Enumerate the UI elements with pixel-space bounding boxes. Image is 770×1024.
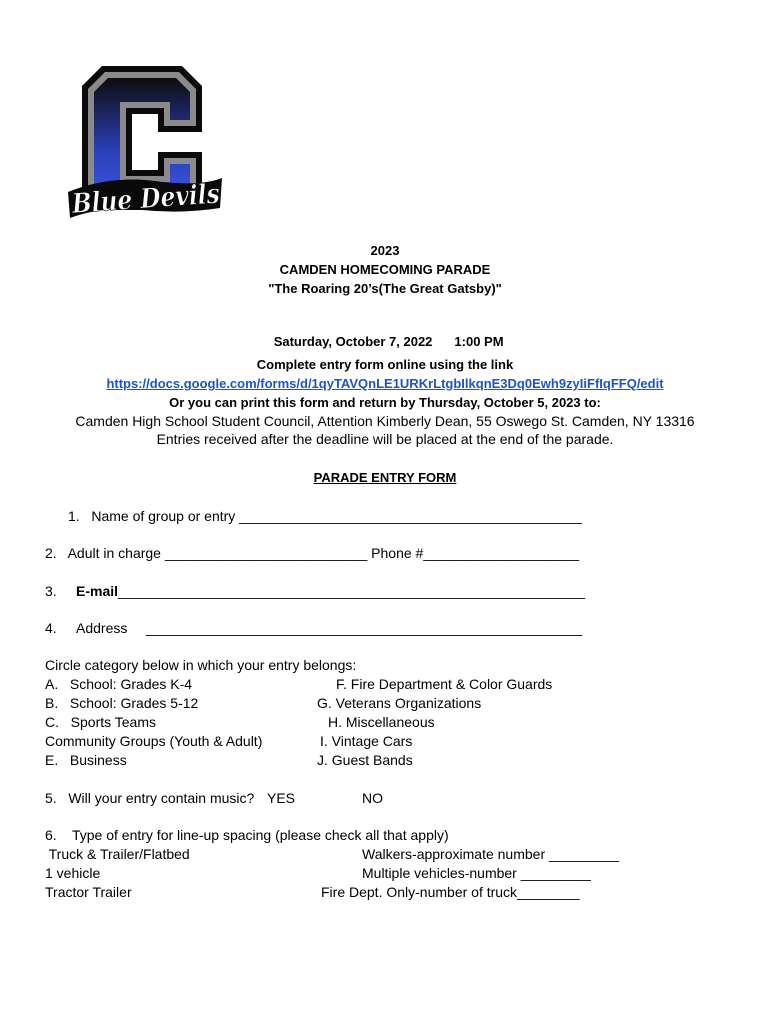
category-i[interactable]: I. Vintage Cars [320,733,413,749]
category-b[interactable]: B. School: Grades 5-12 [45,695,199,711]
email-label: E-mail [76,583,119,599]
fire-dept-trucks-field[interactable]: Fire Dept. Only-number of truck________ [321,884,580,900]
category-prompt: Circle category below in which your entry belongs: [45,657,357,673]
music-yes-option[interactable]: YES [267,790,296,806]
category-c[interactable]: C. Sports Teams [45,714,157,730]
parade-date: Saturday, October 7, 2022 [273,334,433,349]
name-of-group-field[interactable]: 1. Name of group or entry ____________________________________________ [68,508,582,524]
address-number: 4. [45,620,57,636]
walkers-number-field[interactable]: Walkers-approximate number _________ [362,846,620,862]
entry-type-question: 6. Type of entry for line-up spacing (please check all that apply) [45,827,449,843]
blue-devils-logo [62,62,244,222]
music-question: 5. Will your entry contain music? [45,790,255,806]
print-return-note: Or you can print this form and return by Thursday, October 5, 2023 to: [169,395,601,410]
type-truck-trailer[interactable]: Truck & Trailer/Flatbed [45,846,190,862]
header-year: 2023 [370,243,400,258]
email-field[interactable]: ____________________________________________________________ [118,583,586,599]
adult-in-charge-phone-field[interactable]: 2. Adult in charge __________________________ Phone #____________________ [45,545,580,561]
logo-script-text: Blue Devils [70,176,244,220]
google-form-link[interactable]: https://docs.google.com/forms/d/1qyTAVQnLE1URKrLtgbIlkqnE3Dq0Ewh9zyIiFfIqFFQ/edit [106,376,664,391]
type-one-vehicle[interactable]: 1 vehicle [45,865,101,881]
form-title: PARADE ENTRY FORM [313,470,457,485]
category-j[interactable]: J. Guest Bands [317,752,413,768]
parade-datetime [0,319,770,349]
address-field[interactable]: ________________________________________________________ [146,620,583,636]
deadline-note: Entries received after the deadline will be placed at the end of the parade. [156,431,614,447]
email-number: 3. [45,583,57,599]
address-label: Address [76,620,128,636]
category-e[interactable]: E. Business [45,752,127,768]
category-g[interactable]: G. Veterans Organizations [317,695,482,711]
parade-theme: "The Roaring 20’s(The Great Gatsby)" [268,281,502,296]
parade-time: 1:00 PM [454,334,504,349]
category-d[interactable]: Community Groups (Youth & Adult) [45,733,263,749]
music-no-option[interactable]: NO [362,790,383,806]
mailing-address: Camden High School Student Council, Attention Kimberly Dean, 55 Oswego St. Camden, NY 13316 [75,413,695,429]
category-f[interactable]: F. Fire Department & Color Guards [336,676,553,692]
parade-title: CAMDEN HOMECOMING PARADE [279,262,491,277]
category-a[interactable]: A. School: Grades K-4 [45,676,193,692]
online-instruction: Complete entry form online using the link [256,357,514,372]
multiple-vehicles-field[interactable]: Multiple vehicles-number _________ [362,865,591,881]
type-tractor-trailer[interactable]: Tractor Trailer [45,884,132,900]
category-h[interactable]: H. Miscellaneous [328,714,435,730]
